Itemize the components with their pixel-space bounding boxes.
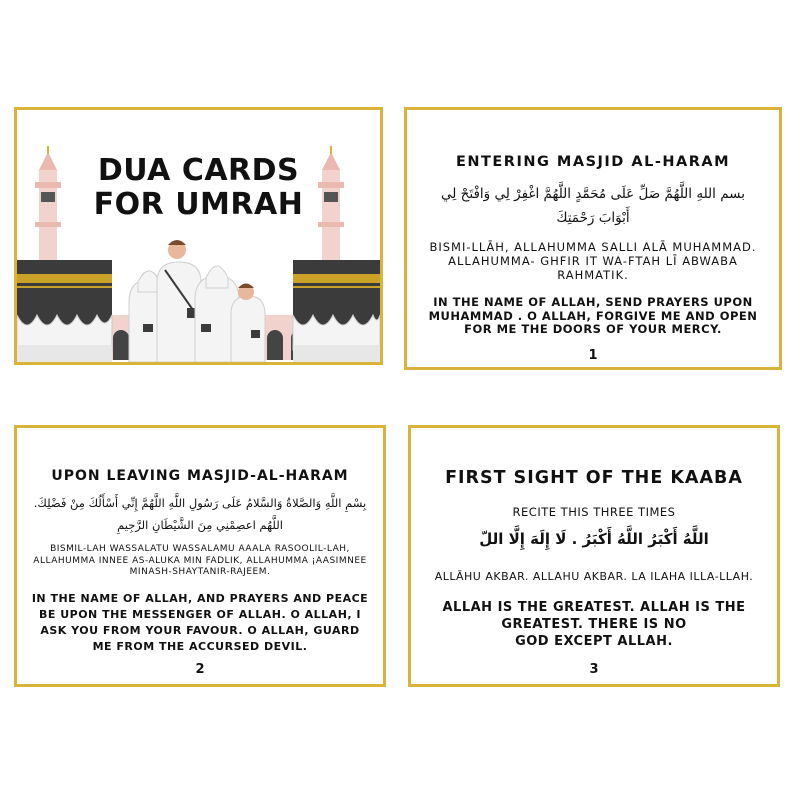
transliteration: BISMI-LLĀH, ALLAHUMMA SALLI ALĀ MUHAMMAD. ALLAHUMMA- GHFIR IT WA-FTAH LĪ ABWABA RAHMATIK. bbox=[429, 240, 757, 282]
cover-title-line2: FOR UMRAH bbox=[93, 187, 304, 222]
cover-card bbox=[14, 107, 383, 365]
arabic-dua: بسم اللهِ اللَّهُمَّ صَلِّ عَلَى مُحَمَّدٍ اللَّهُمَّ اغْفِرْ لِي وَافْتَحْ لِي أَبْوَابَ رَحْمَتِكَ bbox=[441, 186, 745, 226]
card-subtitle: RECITE THIS THREE TIMES bbox=[512, 505, 676, 519]
arabic-dua: بِسْمِ اللَّهِ وَالصَّلاةُ وَالسَّلامُ عَلَى رَسُولِ اللَّهِ اللَّهُمَّ إِنِّي أَسْأَلُكَ مِنْ فَضْلِكَ. اللَّهُم اعصِمْنِي مِنَ الشَّيْطَانِ الرَّجِيمِ bbox=[33, 496, 367, 532]
card-number: 3 bbox=[589, 662, 599, 677]
meaning: IN THE NAME OF ALLAH, AND PRAYERS AND PEACE BE UPON THE MESSENGER OF ALLAH. O ALLAH, I ASK YOU FROM YOUR FAVOUR. O ALLAH, GUARD ME FROM THE ACCURSED DEVIL. bbox=[31, 592, 369, 653]
card-number: 1 bbox=[588, 348, 598, 363]
meaning-line1: ALLAH IS THE GREATEST. ALLAH IS THE bbox=[442, 600, 746, 615]
meaning-line3: GOD EXCEPT ALLAH. bbox=[515, 634, 673, 649]
dua-card-entering bbox=[404, 107, 782, 370]
card-title: ENTERING MASJID AL-HARAM bbox=[455, 154, 731, 170]
transliteration: BISMIL-LAH WASSALATU WASSALAMU AAALA RASOOLIL-LAH, ALLAHUMMA INNEE AS-ALUKA MIN FADLIK, ALLAHUMMA ¡AASIMNEE MINASH-SHAYTANIR-RAJEEM. bbox=[33, 544, 367, 577]
dua-card-leaving bbox=[14, 425, 386, 687]
meaning-line2: GREATEST. THERE IS NO bbox=[501, 617, 687, 632]
cover-title bbox=[17, 154, 380, 222]
right-kaaba bbox=[293, 260, 380, 362]
umrah-illustration bbox=[17, 110, 380, 362]
cover-title-line1: DUA CARDS bbox=[97, 153, 300, 188]
card-title: FIRST SIGHT OF THE KAABA bbox=[445, 468, 743, 488]
card-title: UPON LEAVING MASJID-AL-HARAM bbox=[51, 468, 349, 484]
pilgrim-man bbox=[157, 240, 201, 362]
dua-card-first-sight bbox=[408, 425, 780, 687]
left-kaaba bbox=[17, 260, 112, 362]
card-number: 2 bbox=[195, 662, 205, 677]
transliteration: ALLĀHU AKBAR. ALLAHU AKBAR. LA ILAHA ILLA-LLAH. bbox=[434, 570, 754, 583]
arabic-dua: اللَّهُ أَكْبَرُ اللَّهُ أَكْبَرُ . لَا إِلَهَ إِلَّا اللّ bbox=[479, 530, 709, 548]
meaning bbox=[411, 599, 777, 650]
meaning: IN THE NAME OF ALLAH, SEND PRAYERS UPON MUHAMMAD . O ALLAH, FORGIVE ME AND OPEN FOR ME THE DOORS OF YOUR MERCY. bbox=[428, 295, 758, 336]
